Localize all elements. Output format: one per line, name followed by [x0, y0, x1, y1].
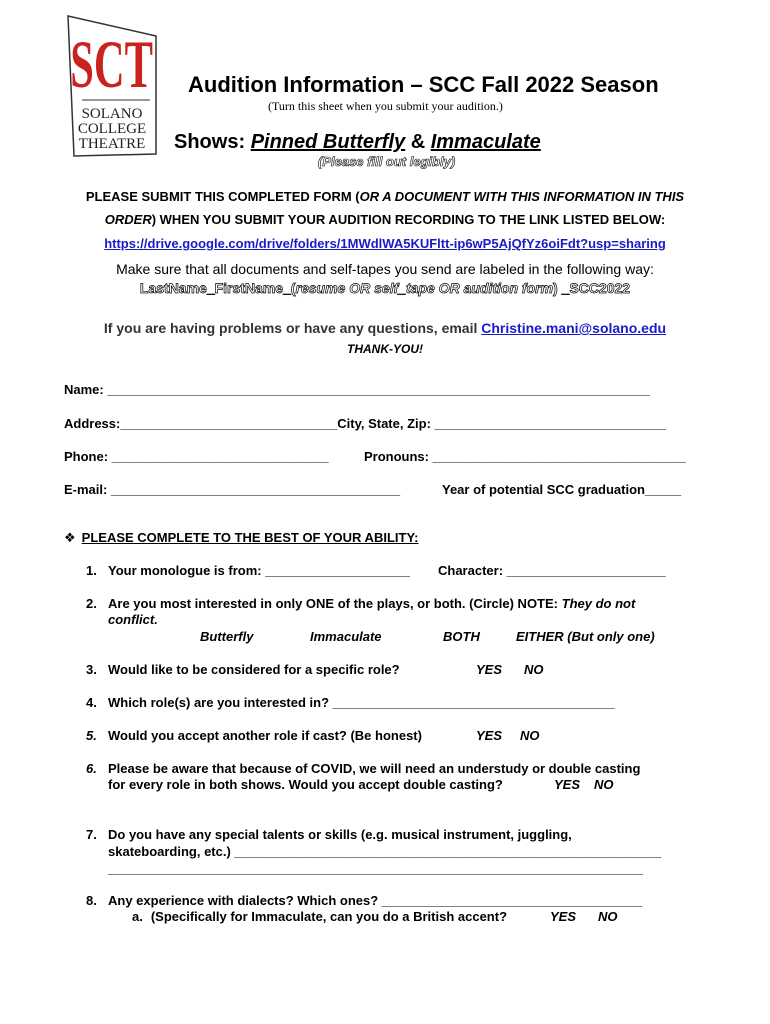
- logo-line2: COLLEGE: [77, 121, 147, 137]
- pronouns-field[interactable]: Pronouns: ___________________________________: [364, 449, 686, 464]
- question-number: 2.: [86, 596, 97, 611]
- graduation-year-field[interactable]: Year of potential SCC graduation_____: [442, 482, 682, 497]
- option-immaculate[interactable]: Immaculate: [310, 629, 382, 644]
- logo-line1: SOLANO: [81, 106, 143, 122]
- question-4-text: Which role(s) are you interested in? _______________________________________: [108, 695, 615, 710]
- question-4[interactable]: [86, 695, 615, 710]
- contact-line: [64, 320, 706, 336]
- name-field[interactable]: Name: ___________________________________________________________________________: [64, 382, 650, 397]
- address-field[interactable]: Address:______________________________City, State, Zip: ________________________________: [64, 416, 666, 431]
- question-7-text1: Do you have any special talents or skills (e.g. musical instrument, juggling,: [108, 827, 572, 842]
- diamond-bullet-icon: ❖: [64, 530, 76, 545]
- option-butterfly[interactable]: Butterfly: [200, 629, 254, 644]
- question-5: [86, 728, 422, 743]
- naming-a: LastName_FirstName_(: [139, 280, 296, 296]
- shows-amp: &: [410, 131, 426, 153]
- question-8a-number: a.: [132, 909, 143, 924]
- question-number: 7.: [86, 827, 97, 842]
- question-6: [86, 761, 640, 776]
- contact-email-link[interactable]: Christine.mani@solano.edu: [481, 320, 667, 336]
- page-subtitle: (Turn this sheet when you submit your audition.): [268, 99, 503, 113]
- question-5-yes[interactable]: YES: [476, 728, 503, 743]
- naming-c: ) _SCC2022: [553, 280, 631, 296]
- show-immaculate: Immaculate: [430, 131, 541, 153]
- question-8a-text: (Specifically for Immaculate, can you do a British accent?: [150, 909, 508, 924]
- submit-instructions: [64, 185, 706, 231]
- naming-format: [64, 280, 706, 296]
- question-6-line2: [108, 777, 503, 792]
- question-3: [86, 662, 400, 677]
- question-7-line3[interactable]: __________________________________________________________________________: [108, 861, 644, 876]
- question-number: 1.: [86, 563, 97, 578]
- shows-label: Shows:: [174, 131, 246, 153]
- question-5-text: Would you accept another role if cast? (Be honest): [108, 728, 422, 743]
- question-number: 4.: [86, 695, 97, 710]
- shows-line: [174, 131, 541, 154]
- thank-you: THANK-YOU!: [347, 342, 423, 356]
- instructions-part1: PLEASE SUBMIT THIS COMPLETED FORM (: [85, 189, 360, 204]
- question-7-line2[interactable]: skateboarding, etc.) ___________________________________________________________: [108, 844, 661, 859]
- option-either[interactable]: EITHER (But only one): [516, 629, 655, 644]
- question-6-yes[interactable]: YES: [554, 777, 581, 792]
- question-1-text: Your monologue is from: ____________________: [108, 563, 410, 578]
- question-number: 3.: [86, 662, 97, 677]
- section-heading-text: PLEASE COMPLETE TO THE BEST OF YOUR ABILITY:: [81, 530, 419, 545]
- question-3-yes[interactable]: YES: [476, 662, 503, 677]
- show-pinned-butterfly: Pinned Butterfly: [250, 131, 406, 153]
- legibly-note: (Please fill out legibly): [318, 154, 456, 169]
- question-2: [86, 596, 635, 611]
- naming-b: resume OR self_tape OR audition form: [295, 280, 554, 296]
- phone-field[interactable]: Phone: ______________________________: [64, 449, 329, 464]
- question-3-no[interactable]: NO: [524, 662, 544, 677]
- question-8[interactable]: [86, 893, 642, 908]
- logo-line3: THEATRE: [78, 136, 146, 152]
- labeling-instructions: Make sure that all documents and self-tapes you send are labeled in the following way:: [116, 261, 654, 277]
- question-2-note2: conflict.: [108, 612, 158, 627]
- question-2-text: Are you most interested in only ONE of the plays, or both. (Circle) NOTE:: [108, 596, 562, 611]
- question-2-note: They do not: [561, 596, 636, 611]
- question-5-no[interactable]: NO: [520, 728, 540, 743]
- section-heading: [64, 530, 418, 546]
- drive-link[interactable]: https://drive.google.com/drive/folders/1MWdlWA5KUFltt-ip6wP5AjQfYz6oiFdt?usp=sharing: [104, 236, 666, 251]
- solano-college-theatre-logo: [64, 14, 160, 160]
- question-number: 5.: [86, 728, 97, 743]
- option-both[interactable]: BOTH: [443, 629, 480, 644]
- instructions-part3: ) WHEN YOU SUBMIT YOUR AUDITION RECORDING TO THE LINK LISTED BELOW:: [151, 212, 666, 227]
- question-8-no[interactable]: NO: [598, 909, 618, 924]
- question-1[interactable]: [86, 563, 410, 578]
- instructions-part2: OR A DOCUMENT WITH THIS INFORMATION IN THIS ORDER: [104, 189, 685, 227]
- question-7: [86, 827, 572, 842]
- contact-text: If you are having problems or have any questions, email: [103, 320, 482, 336]
- character-field[interactable]: Character: ______________________: [438, 563, 666, 578]
- question-number: 6.: [86, 761, 97, 776]
- logo-letters: SCT: [70, 28, 153, 103]
- question-8-text: Any experience with dialects? Which ones? ____________________________________: [108, 893, 643, 908]
- page-title: Audition Information – SCC Fall 2022 Season: [188, 72, 659, 97]
- email-field[interactable]: E-mail: ________________________________________: [64, 482, 401, 497]
- question-8-yes[interactable]: YES: [550, 909, 577, 924]
- question-6-no[interactable]: NO: [594, 777, 614, 792]
- question-number: 8.: [86, 893, 97, 908]
- question-8a: [132, 909, 507, 924]
- question-3-text: Would like to be considered for a specific role?: [108, 662, 400, 677]
- question-6-text2: for every role in both shows. Would you accept double casting?: [108, 777, 503, 792]
- question-6-text1: Please be aware that because of COVID, we will need an understudy or double casting: [108, 761, 641, 776]
